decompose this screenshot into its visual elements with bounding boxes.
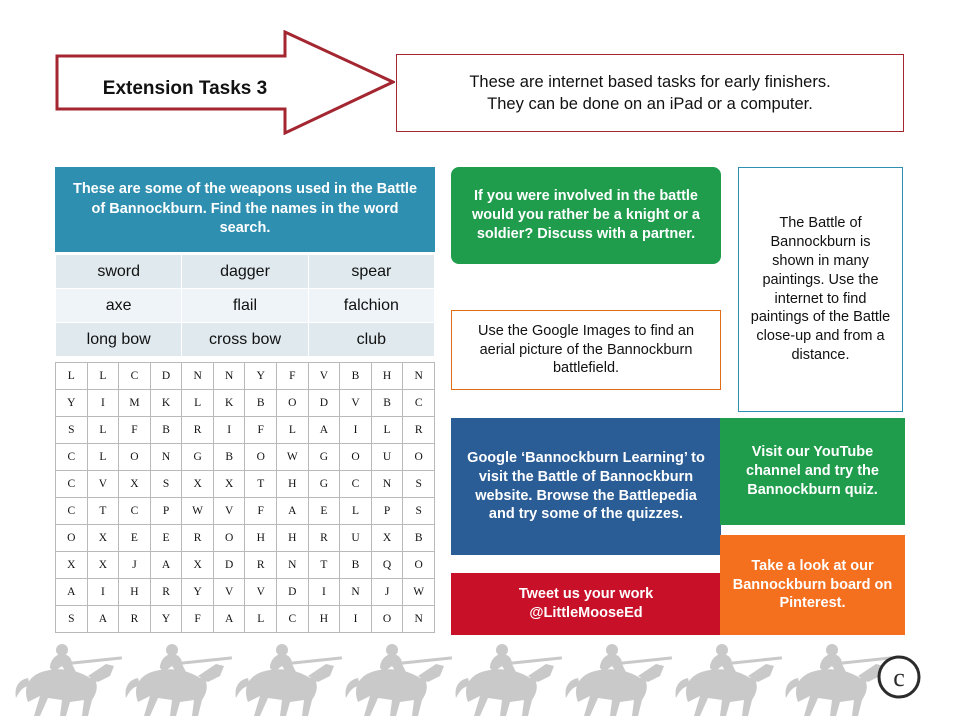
grid-cell: E <box>119 525 151 552</box>
grid-cell: X <box>87 525 119 552</box>
grid-cell: Y <box>245 363 277 390</box>
grid-cell: X <box>119 471 151 498</box>
word-cell: flail <box>182 289 308 323</box>
svg-text:c: c <box>893 663 905 692</box>
word-cell: spear <box>308 255 434 289</box>
grid-cell: J <box>371 579 403 606</box>
grid-row <box>56 579 435 606</box>
grid-cell: E <box>150 525 182 552</box>
grid-cell: X <box>182 471 214 498</box>
grid-cell: H <box>308 606 340 633</box>
grid-cell: C <box>56 444 88 471</box>
grid-cell: G <box>308 471 340 498</box>
header-note-line2: They can be done on an iPad or a computer. <box>487 95 813 113</box>
grid-cell: F <box>245 417 277 444</box>
grid-cell: I <box>87 390 119 417</box>
task-card-google-images-aerial: Use the Google Images to find an aerial picture of the Bannockburn battlefield. <box>451 310 721 390</box>
word-cell: long bow <box>56 323 182 357</box>
grid-cell: K <box>213 390 245 417</box>
word-cell: sword <box>56 255 182 289</box>
grid-cell: N <box>371 471 403 498</box>
grid-cell: V <box>245 579 277 606</box>
grid-cell: F <box>182 606 214 633</box>
grid-cell: V <box>213 579 245 606</box>
task-card-knight-or-soldier: If you were involved in the battle would you rather be a knight or a soldier? Discuss with a partner. <box>451 167 721 264</box>
grid-cell: X <box>56 552 88 579</box>
grid-cell: B <box>403 525 435 552</box>
grid-cell: W <box>277 444 309 471</box>
word-cell: club <box>308 323 434 357</box>
grid-row <box>56 552 435 579</box>
grid-cell: X <box>87 552 119 579</box>
grid-row <box>56 390 435 417</box>
grid-cell: I <box>87 579 119 606</box>
grid-row <box>56 363 435 390</box>
grid-cell: V <box>213 498 245 525</box>
grid-row <box>56 444 435 471</box>
grid-cell: S <box>56 417 88 444</box>
grid-cell: O <box>56 525 88 552</box>
grid-cell: C <box>119 498 151 525</box>
grid-row <box>56 417 435 444</box>
grid-cell: N <box>277 552 309 579</box>
grid-cell: C <box>340 471 372 498</box>
grid-cell: N <box>213 363 245 390</box>
grid-cell: K <box>150 390 182 417</box>
grid-cell: A <box>213 606 245 633</box>
grid-cell: H <box>371 363 403 390</box>
grid-cell: O <box>403 444 435 471</box>
grid-cell: H <box>277 471 309 498</box>
weapon-word-list <box>55 254 435 357</box>
grid-cell: F <box>245 498 277 525</box>
word-cell: dagger <box>182 255 308 289</box>
grid-cell: I <box>340 606 372 633</box>
task-card-bannockburn-learning: Google ‘Bannockburn Learning’ to visit the Battle of Bannockburn website. Browse the Battlepedia and try some of the quizzes. <box>451 418 721 555</box>
task-card-youtube-quiz: Visit our YouTube channel and try the Bannockburn quiz. <box>720 418 905 525</box>
grid-cell: O <box>245 444 277 471</box>
grid-cell: E <box>308 498 340 525</box>
grid-cell: N <box>182 363 214 390</box>
grid-cell: O <box>277 390 309 417</box>
grid-cell: J <box>119 552 151 579</box>
grid-cell: Q <box>371 552 403 579</box>
grid-cell: S <box>150 471 182 498</box>
grid-cell: C <box>403 390 435 417</box>
grid-cell: D <box>213 552 245 579</box>
grid-cell: A <box>308 417 340 444</box>
task-card-pinterest: Take a look at our Bannockburn board on Pinterest. <box>720 535 905 635</box>
grid-cell: O <box>119 444 151 471</box>
grid-cell: D <box>150 363 182 390</box>
grid-cell: R <box>119 606 151 633</box>
word-cell: falchion <box>308 289 434 323</box>
grid-cell: X <box>371 525 403 552</box>
grid-row <box>56 498 435 525</box>
grid-row <box>56 606 435 633</box>
grid-cell: Y <box>56 390 88 417</box>
grid-cell: B <box>245 390 277 417</box>
grid-cell: R <box>308 525 340 552</box>
grid-cell: B <box>213 444 245 471</box>
grid-cell: W <box>182 498 214 525</box>
grid-cell: H <box>245 525 277 552</box>
grid-cell: W <box>403 579 435 606</box>
grid-cell: C <box>56 498 88 525</box>
page-title: Extension Tasks 3 <box>102 78 268 99</box>
table-row <box>56 289 435 323</box>
grid-cell: L <box>371 417 403 444</box>
grid-cell: S <box>403 498 435 525</box>
grid-cell: O <box>340 444 372 471</box>
grid-cell: O <box>371 606 403 633</box>
grid-cell: I <box>213 417 245 444</box>
grid-cell: N <box>150 444 182 471</box>
grid-cell: A <box>87 606 119 633</box>
grid-cell: D <box>308 390 340 417</box>
grid-cell: L <box>182 390 214 417</box>
grid-cell: B <box>340 552 372 579</box>
grid-cell: U <box>340 525 372 552</box>
grid-cell: V <box>87 471 119 498</box>
grid-row <box>56 471 435 498</box>
grid-cell: L <box>87 417 119 444</box>
grid-cell: S <box>403 471 435 498</box>
wordsearch-intro: These are some of the weapons used in the Battle of Bannockburn. Find the names in the word search. <box>55 167 435 252</box>
grid-cell: H <box>119 579 151 606</box>
grid-cell: U <box>371 444 403 471</box>
grid-cell: X <box>182 552 214 579</box>
grid-cell: A <box>277 498 309 525</box>
grid-cell: Y <box>150 606 182 633</box>
grid-cell: M <box>119 390 151 417</box>
grid-cell: B <box>150 417 182 444</box>
grid-cell: B <box>340 363 372 390</box>
grid-cell: I <box>340 417 372 444</box>
grid-cell: G <box>182 444 214 471</box>
grid-cell: R <box>403 417 435 444</box>
grid-cell: O <box>213 525 245 552</box>
grid-cell: R <box>245 552 277 579</box>
grid-cell: F <box>119 417 151 444</box>
grid-cell: X <box>213 471 245 498</box>
grid-cell: T <box>87 498 119 525</box>
grid-cell: N <box>340 579 372 606</box>
task-card-paintings: The Battle of Bannockburn is shown in many paintings. Use the internet to find paintings of the Battle close-up and from a distance. <box>738 167 903 412</box>
word-cell: cross bow <box>182 323 308 357</box>
grid-cell: G <box>308 444 340 471</box>
horse-rider-frieze <box>0 640 960 720</box>
wordsearch-grid <box>55 362 435 633</box>
grid-cell: L <box>56 363 88 390</box>
grid-cell: A <box>150 552 182 579</box>
grid-cell: O <box>403 552 435 579</box>
grid-cell: P <box>150 498 182 525</box>
word-cell: axe <box>56 289 182 323</box>
grid-cell: I <box>308 579 340 606</box>
grid-cell: C <box>277 606 309 633</box>
grid-cell: V <box>308 363 340 390</box>
task-card-tweet: Tweet us your work @LittleMooseEd <box>451 573 721 635</box>
grid-cell: T <box>245 471 277 498</box>
grid-cell: T <box>308 552 340 579</box>
copyright-icon <box>876 654 922 700</box>
grid-row <box>56 525 435 552</box>
grid-cell: R <box>150 579 182 606</box>
grid-cell: L <box>87 363 119 390</box>
grid-cell: A <box>56 579 88 606</box>
grid-cell: L <box>277 417 309 444</box>
grid-cell: R <box>182 417 214 444</box>
grid-cell: Y <box>182 579 214 606</box>
grid-cell: N <box>403 606 435 633</box>
grid-cell: V <box>340 390 372 417</box>
grid-cell: C <box>119 363 151 390</box>
grid-cell: H <box>277 525 309 552</box>
grid-cell: R <box>182 525 214 552</box>
header-note <box>396 54 904 132</box>
grid-cell: F <box>277 363 309 390</box>
grid-cell: P <box>371 498 403 525</box>
grid-cell: S <box>56 606 88 633</box>
table-row <box>56 255 435 289</box>
grid-cell: C <box>56 471 88 498</box>
grid-cell: L <box>245 606 277 633</box>
header-note-line1: These are internet based tasks for early finishers. <box>469 72 831 91</box>
grid-cell: L <box>340 498 372 525</box>
table-row <box>56 323 435 357</box>
grid-cell: N <box>403 363 435 390</box>
grid-cell: B <box>371 390 403 417</box>
grid-cell: D <box>277 579 309 606</box>
grid-cell: L <box>87 444 119 471</box>
